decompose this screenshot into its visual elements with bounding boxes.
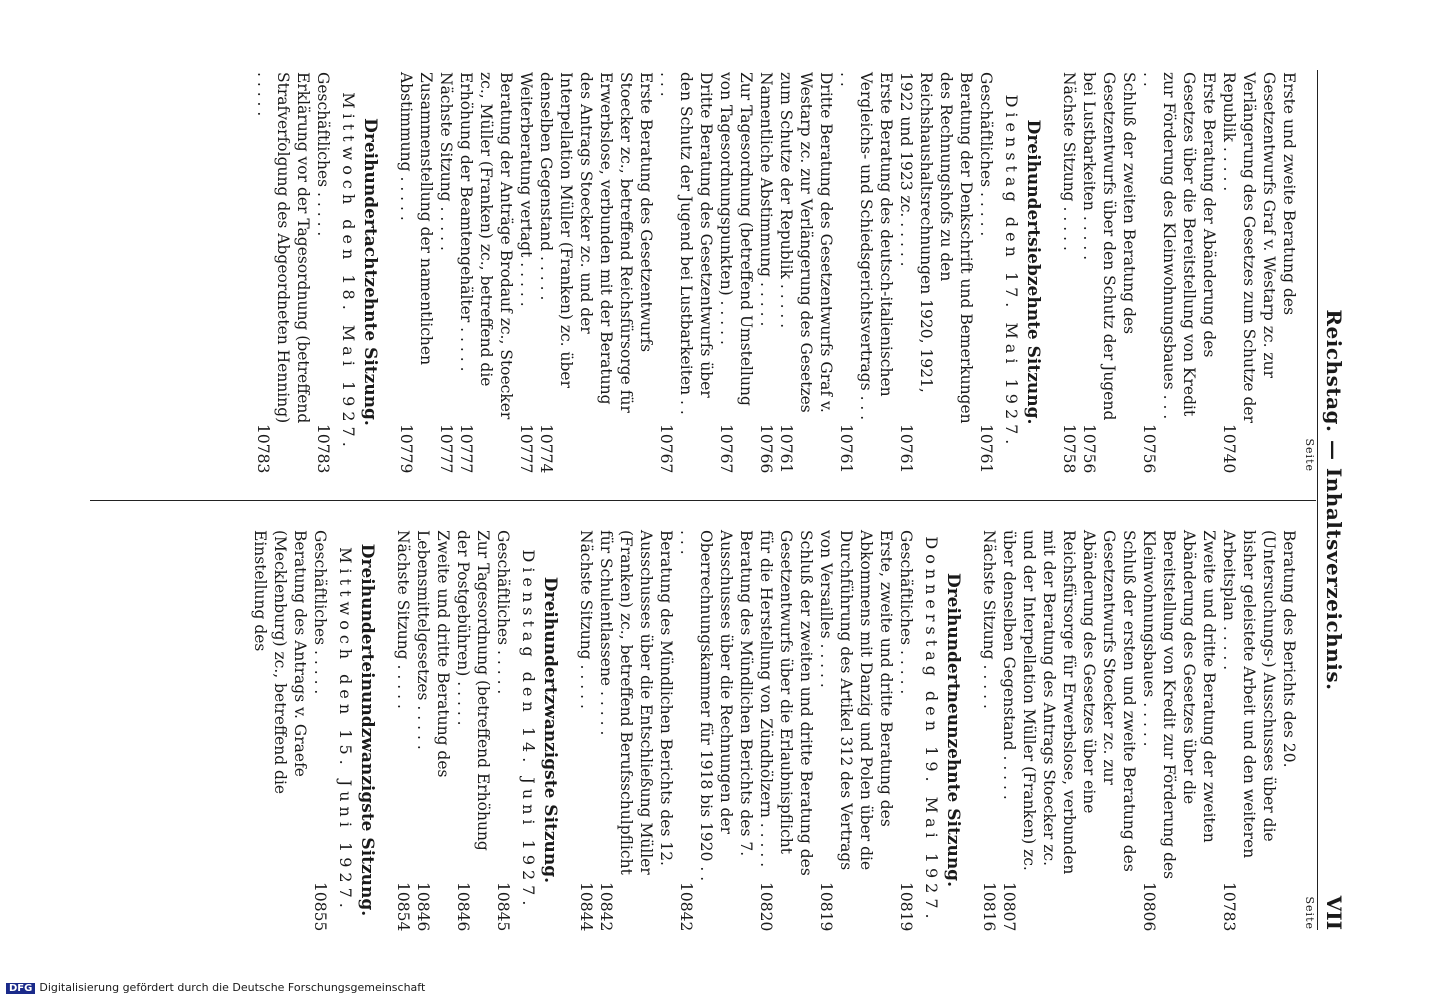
entry-text: Erste Beratung der Abänderung des Gesetzes über die Bereitstellung von Kredit zur Förderung des Kleinwohnungsbaues . . . . . <box>1140 72 1218 420</box>
entry-text: Dritte Beratung des Gesetzentwurfs Graf v. Westarp zc. zur Verlängerung des Gesetzes zum Schutze der Republik . . . . . <box>777 72 835 413</box>
entry-text: Erste Beratung des deutsch-italienischen Vergleichs- und Schiedsgerichtsvertrags . . . . . <box>837 72 895 421</box>
entry-text: Zweite und dritte Beratung der zweiten Abänderung des Gesetzes über die Bereitstellung von Kredit zur Förderung des Kleinwohnungsbaues . . . . . <box>1140 530 1218 880</box>
entry-text: Geschäftliches . . . . . <box>897 530 915 695</box>
entry-page: 10846 <box>454 882 472 932</box>
entry-page: 10779 <box>397 424 415 474</box>
entry-page: 10758 <box>1060 424 1078 474</box>
entry-page: 10846 <box>414 882 432 932</box>
toc-entry <box>896 530 916 930</box>
entry-list <box>979 530 1299 930</box>
session-title: Dreihundertachtzehnte Sitzung. <box>360 118 380 426</box>
toc-entry <box>310 530 330 930</box>
toc-entry <box>979 530 999 930</box>
toc-entry <box>250 530 310 930</box>
entry-list <box>1059 72 1299 472</box>
toc-entry <box>456 72 516 472</box>
toc-entry <box>1059 72 1079 472</box>
entry-page: 10819 <box>817 882 835 932</box>
entry-page: 10761 <box>837 424 855 474</box>
entry-page: 10767 <box>657 424 675 474</box>
entry-page: 10761 <box>777 424 795 474</box>
entry-page: 10820 <box>757 882 775 932</box>
toc-entry <box>836 72 896 472</box>
entry-text: Nächste Sitzung . . . . . <box>980 530 998 709</box>
session-date: Donnerstag den 19. Mai 1927. <box>922 536 941 924</box>
toc-entry <box>896 72 976 472</box>
entry-text: Schluß der zweiten Beratung des Gesetzentwurfs über den Schutz der Jugend bei Lustbarkeiten . . . . . <box>1080 72 1138 421</box>
entry-text: Erklärung vor der Tagesordnung (betreffend Strafverfolgung des Abgeordneten Henning) . . . . . <box>254 72 312 424</box>
seite-label: Seite <box>1303 896 1316 930</box>
entry-page: 10740 <box>1220 424 1238 474</box>
session-date: Dienstag den 14. Juni 1927. <box>519 549 538 911</box>
entry-list <box>396 72 996 472</box>
entry-text: Geschäftliches . . . . . <box>977 72 995 237</box>
entry-page: 10806 <box>1140 882 1158 932</box>
entry-text: Beratung der Anträge Brodauf zc., Stoecker zc., Müller (Franken) zc., betreffend die Erhöhung der Beamtengehälter . . . . . <box>457 72 515 420</box>
toc-entry <box>816 530 896 930</box>
entry-page: 10777 <box>517 424 535 474</box>
entry-page: 10777 <box>437 424 455 474</box>
entry-page: 10855 <box>311 882 329 932</box>
entry-text: Erste, zweite und dritte Beratung des Abkommens mit Danzig und Polen über die Durchführung des Artikel 312 des Vertrags von Versailles . . . . . <box>817 530 895 871</box>
toc-entry <box>716 72 756 472</box>
entry-page: 10842 <box>597 882 615 932</box>
entry-page: 10783 <box>314 424 332 474</box>
entry-text: Nächste Sitzung . . . . . <box>1060 72 1078 251</box>
entry-page: 10761 <box>897 424 915 474</box>
toc-entry <box>676 530 756 930</box>
toc-entry <box>493 530 513 930</box>
entry-page: 10777 <box>457 424 475 474</box>
toc-entry <box>576 530 596 930</box>
entry-page: 10756 <box>1080 424 1098 474</box>
entry-list <box>250 530 330 930</box>
session-date: Mittwoch den 18. Mai 1927. <box>339 92 358 452</box>
toc-entry <box>393 530 413 930</box>
entry-page: 10783 <box>254 424 272 474</box>
page-header <box>1317 70 1362 930</box>
session-title: Dreihundertsiebzehnte Sitzung. <box>1023 119 1043 425</box>
seite-label: Seite <box>1303 438 1316 472</box>
running-title: Reichstag. — Inhaltsverzeichnis. <box>1322 309 1346 691</box>
entry-text: Namentliche Abstimmung . . . . . <box>757 72 775 327</box>
entry-text: Zusammenstellung der namentlichen Abstimmung . . . . . <box>397 72 435 366</box>
entry-text: Geschäftliches . . . . . <box>494 530 512 695</box>
toc-entry <box>976 72 996 472</box>
entry-list <box>393 530 513 930</box>
entry-list <box>253 72 333 472</box>
entry-page: 10844 <box>577 882 595 932</box>
toc-entry <box>596 530 676 930</box>
entry-text: Beratung des Mündlichen Berichts des 12. Ausschusses über die Entschließung Müller (Franken) zc., betreffend Berufsschulpflicht für Schulentlassene . . . . . <box>597 530 675 875</box>
entry-page: 10756 <box>1140 424 1158 474</box>
entry-text: Zur Tagesordnung (betreffend Erhöhung der Postgebühren) . . . . . <box>454 530 492 851</box>
session-title: Dreihundertzwanzigste Sitzung. <box>540 576 560 884</box>
toc-entry <box>756 72 776 472</box>
toc-entry <box>413 530 453 930</box>
digitization-footer <box>0 981 1434 994</box>
entry-text: Beratung der Denkschrift und Bemerkungen des Rechnungshofs zu den Reichshaushaltsrechnungen 1920, 1921, 1922 und 1923 zc. . . . . . <box>897 72 975 424</box>
toc-entry <box>536 72 656 472</box>
toc-entry <box>436 72 456 472</box>
entry-text: Erste und zweite Beratung des Gesetzentwurfs Graf v. Westarp zc. zur Verlängerung des Gesetzes zum Schutze der Republik . . . . . <box>1220 72 1298 423</box>
dfg-logo: DFG <box>6 983 35 994</box>
entry-page: 10783 <box>1220 882 1238 932</box>
session-date: Mittwoch den 15. Juni 1927. <box>336 547 355 913</box>
entry-text: Nächste Sitzung . . . . . <box>577 530 595 709</box>
entry-page: 10819 <box>897 882 915 932</box>
session-date: Dienstag den 17. Mai 1927. <box>1002 94 1021 450</box>
footer-text: Digitalisierung gefördert durch die Deutsche Forschungsgemeinschaft <box>39 981 426 994</box>
entry-page: 10766 <box>757 424 775 474</box>
entry-text: Nächste Sitzung . . . . . <box>437 72 455 251</box>
toc-entry <box>253 72 313 472</box>
toc-entry <box>516 72 536 472</box>
entry-text: Schluß der zweiten und dritte Beratung des Gesetzentwurfs über die Erlaubnispflicht für die Herstellung von Zündhölzern . . . . . <box>757 530 815 876</box>
toc-entry <box>453 530 493 930</box>
toc-entry <box>396 72 436 472</box>
entry-page: 10761 <box>977 424 995 474</box>
toc-entry <box>1219 72 1299 472</box>
toc-entry <box>999 530 1139 930</box>
entry-page: 10845 <box>494 882 512 932</box>
entry-page: 10816 <box>980 882 998 932</box>
entry-page: 10807 <box>1000 882 1018 932</box>
entry-text: Schluß der ersten und zweite Beratung des Gesetzentwurfs Stoecker zc. zur Abänderung des Gesetzes über eine Reichsfürsorge für Erwerbslose, verbunden mit der Beratung des Antrags Stoecker zc. und der Interpellation Müller (Franken) zc. über denselben Gegenstand . . . . . <box>1000 530 1138 875</box>
entry-text: Zweite und dritte Beratung des Lebensmittelgesetzes . . . . . <box>414 530 452 778</box>
left-column <box>90 72 1316 472</box>
toc-entry <box>1139 530 1219 930</box>
entry-text: Dritte Beratung des Gesetzentwurfs über den Schutz der Jugend bei Lustbarkeiten . . . . . <box>657 72 715 415</box>
toc-entry <box>1219 530 1299 930</box>
entry-text: Geschäftliches . . . . . <box>314 72 332 237</box>
toc-entry <box>1079 72 1139 472</box>
entry-list <box>576 530 916 930</box>
column-divider <box>90 500 1316 501</box>
page-number: VII <box>1322 895 1346 930</box>
entry-text: Beratung des Antrags v. Graefe (Mecklenburg) zc., betreffend die Einstellung des <box>251 530 309 795</box>
entry-page: 10774 <box>537 424 555 474</box>
entry-text: Erste Beratung des Gesetzentwurfs Stoecker zc., betreffend Reichsfürsorge für Erwerbslose, verbunden mit der Beratung des Antrags Stoecker zc. und der Interpellation Müller (Franken) zc. über denselben Gegenstand . . . . . <box>537 72 655 413</box>
entry-page: 10842 <box>677 882 695 932</box>
entry-page: 10854 <box>394 882 412 932</box>
entry-page: 10767 <box>717 424 735 474</box>
toc-entry <box>776 72 836 472</box>
session-title: Dreihundertneunzehnte Sitzung. <box>943 572 963 887</box>
toc-entry <box>656 72 716 472</box>
entry-text: Geschäftliches . . . . . <box>311 530 329 695</box>
entry-text: Nächste Sitzung . . . . . <box>394 530 412 709</box>
toc-entry <box>756 530 816 930</box>
entry-text: Beratung des Berichts des 20. (Untersuchungs-) Ausschusses über die bisher geleistete Arbeit und den weiteren Arbeitsplan . . . . . <box>1220 530 1298 859</box>
entry-text: Beratung des Mündlichen Berichts des 7. Ausschusses über die Rechnungen der Oberrechnungskammer für 1918 bis 1920 . . . . . <box>677 530 755 882</box>
right-column <box>90 530 1316 930</box>
entry-text: Zur Tagesordnung (betreffend Umstellung von Tagesordnungspunkten) . . . . . <box>717 72 755 406</box>
session-title: Dreihunderteinundzwanzigste Sitzung. <box>357 543 377 917</box>
entry-text: Weiterberatung vertagt . . . . . <box>517 72 535 307</box>
toc-entry <box>1139 72 1219 472</box>
toc-entry <box>313 72 333 472</box>
